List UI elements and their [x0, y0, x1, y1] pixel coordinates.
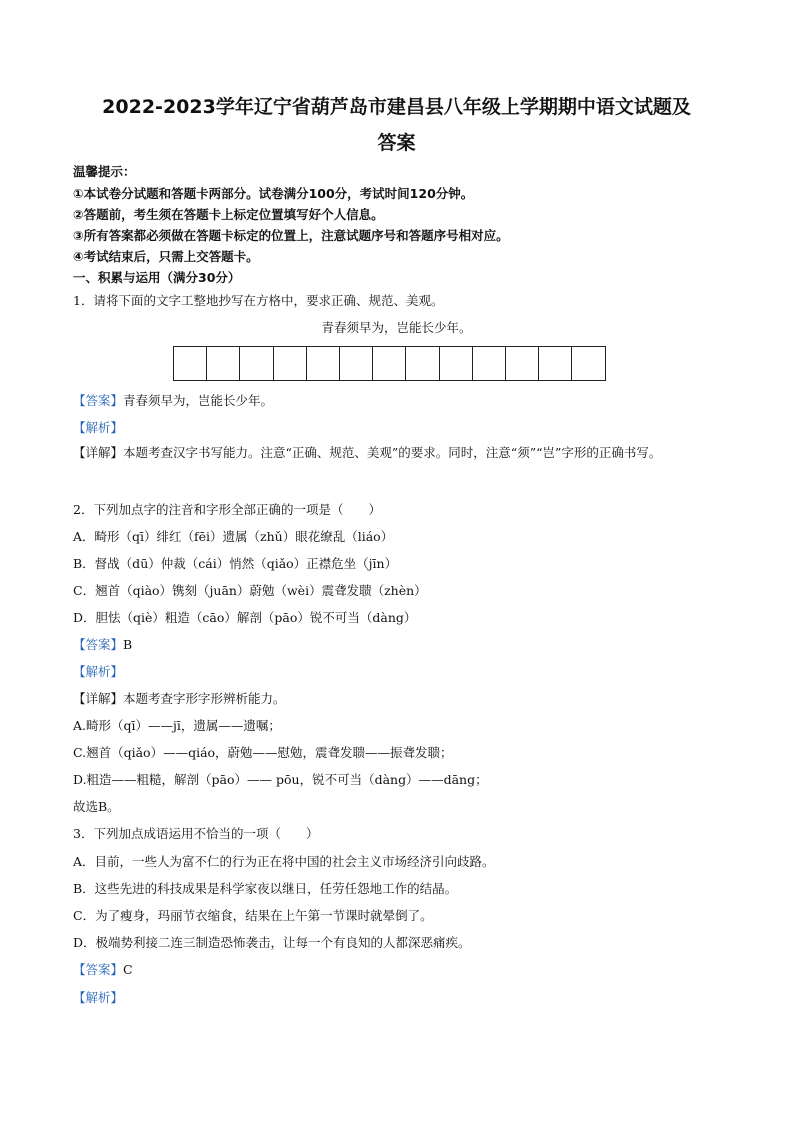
tip-item: ②答题前，考生须在答题卡上标定位置填写好个人信息。: [73, 207, 384, 222]
analysis-tag: 【解析】: [73, 664, 124, 679]
q3-stem: 3．下列加点成语运用不恰当的一项（ ）: [73, 826, 319, 841]
tips-heading: 温馨提示：: [73, 164, 136, 179]
grid-cell[interactable]: [473, 347, 506, 380]
q1-copy-text: 青春须早为，岂能长少年。: [321, 320, 472, 335]
q3-option-b: B．这些先进的科技成果是科学家夜以继日，任劳任怨地工作的结晶。: [73, 881, 458, 896]
tip-item: ③所有答案都必须做在答题卡标定的位置上，注意试题序号和答题序号相对应。: [73, 228, 509, 243]
tip-item: ①本试卷分试题和答题卡两部分。试卷满分100分，考试时间120分钟。: [73, 186, 474, 201]
q2-stem: 2．下列加点字的注音和字形全部正确的一项是（ ）: [73, 502, 381, 517]
grid-cell[interactable]: [307, 347, 340, 380]
grid-cell[interactable]: [406, 347, 439, 380]
q3-answer-line: [73, 962, 133, 978]
grid-cell[interactable]: [440, 347, 473, 380]
detail-tag: 【详解】: [73, 691, 124, 706]
grid-cell[interactable]: [174, 347, 207, 380]
grid-cell[interactable]: [539, 347, 572, 380]
section-heading: 一、积累与运用（满分30分）: [73, 270, 241, 285]
q1-detail: [73, 440, 721, 466]
q2-detail: [73, 691, 286, 707]
q2-answer: B: [123, 637, 133, 652]
q2-explain-line: D.粗造——粗糙，解剖（pāo）—— pōu，锐不可当（dàng）——dāng；: [73, 772, 488, 787]
grid-cell[interactable]: [506, 347, 539, 380]
grid-cell[interactable]: [340, 347, 373, 380]
q2-option-c: C．翘首（qiào）镌刻（juān）蔚勉（wèi）震聋发聩（zhèn）: [73, 583, 427, 598]
analysis-tag: 【解析】: [73, 990, 124, 1005]
answer-tag: 【答案】: [73, 393, 124, 408]
tip-item: ④考试结束后，只需上交答题卡。: [73, 249, 259, 264]
document-title-line1: 2022-2023学年辽宁省葫芦岛市建昌县八年级上学期期中语文试题及: [102, 96, 691, 118]
q2-answer-line: [73, 637, 132, 653]
q1-detail-text: 本题考查汉字书写能力。注意“正确、规范、美观”的要求。同时，注意“须”“岂”字形的正确书写。: [123, 445, 662, 460]
q2-detail-text: 本题考查字形字形辨析能力。: [123, 691, 286, 706]
writing-grid[interactable]: [173, 346, 606, 381]
answer-tag: 【答案】: [73, 637, 124, 652]
q2-option-a: A．畸形（qī）绯红（fēi）遗属（zhǔ）眼花缭乱（liáo）: [73, 529, 394, 544]
grid-cell[interactable]: [274, 347, 307, 380]
q1-answer-line: [73, 393, 273, 409]
grid-cell[interactable]: [207, 347, 240, 380]
detail-tag: 【详解】: [73, 445, 124, 460]
q2-explain-line: A.畸形（qī）——jī，遗属——遗嘱；: [73, 718, 281, 733]
q1-answer: 青春须早为，岂能长少年。: [123, 393, 274, 408]
grid-cell[interactable]: [572, 347, 605, 380]
q2-explain-line: 故选B。: [73, 799, 120, 814]
analysis-tag: 【解析】: [73, 420, 124, 435]
q3-answer: C: [123, 962, 133, 977]
q1-stem: 1．请将下面的文字工整地抄写在方格中，要求正确、规范、美观。: [73, 293, 444, 308]
q3-option-a: A．目前，一些人为富不仁的行为正在将中国的社会主义市场经济引向歧路。: [73, 854, 495, 869]
answer-tag: 【答案】: [73, 962, 124, 977]
q3-option-c: C．为了瘦身，玛丽节衣缩食，结果在上午第一节课时就晕倒了。: [73, 908, 433, 923]
grid-cell[interactable]: [373, 347, 406, 380]
document-title-line2: 答案: [377, 132, 416, 154]
q2-option-b: B．督战（dū）仲裁（cái）悄然（qiǎo）正襟危坐（jīn）: [73, 556, 398, 571]
q3-option-d: D．极端势利接二连三制造恐怖袭击，让每一个有良知的人都深恶痛疾。: [73, 935, 471, 950]
q2-explain-line: C.翘首（qiǎo）——qiáo，蔚勉——慰勉，震聋发聩——振聋发聩；: [73, 745, 453, 760]
q2-option-d: D．胆怯（qiè）粗造（cāo）解剖（pāo）锐不可当（dàng）: [73, 610, 417, 625]
grid-cell[interactable]: [240, 347, 273, 380]
